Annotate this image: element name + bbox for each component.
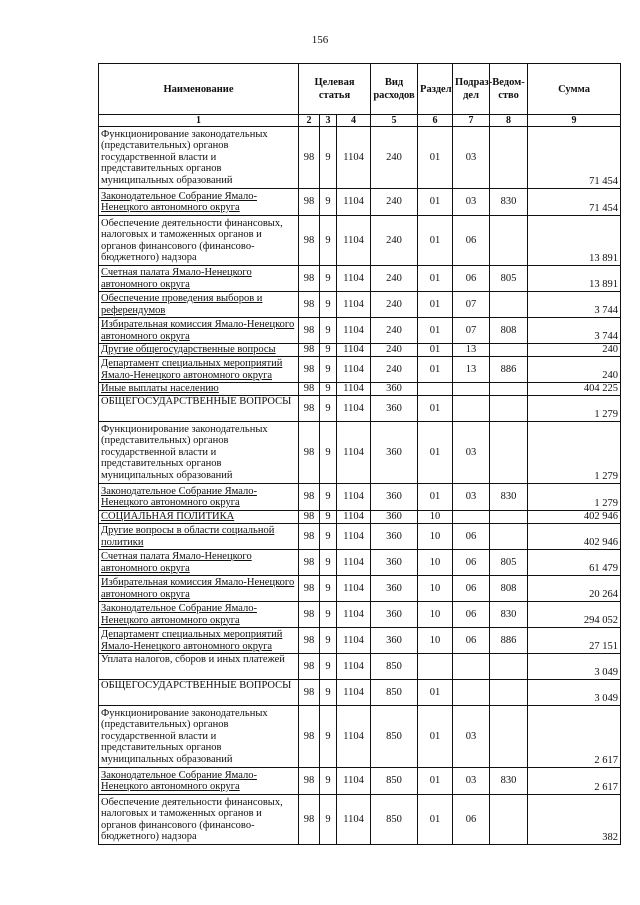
target-article-program: 98: [299, 266, 320, 292]
target-article-code: 1104: [337, 318, 371, 344]
row-name-text: Законодательное Собрание Ямало-Ненецкого автономного округа: [101, 190, 257, 213]
section-code: 01: [418, 127, 453, 189]
section-code: 01: [418, 357, 453, 383]
department-code: 805: [490, 550, 528, 576]
target-article-subprogram: 9: [320, 680, 337, 706]
sum-value: 2 617: [528, 706, 621, 768]
target-article-subprogram: 9: [320, 422, 337, 484]
target-article-program: 98: [299, 768, 320, 795]
table-row: [99, 602, 621, 628]
target-article-code: 1104: [337, 576, 371, 602]
subsection-code: 07: [453, 318, 490, 344]
expense-type-code: 850: [371, 654, 418, 680]
expense-type-code: 360: [371, 550, 418, 576]
subsection-code: 13: [453, 344, 490, 357]
subsection-code: [453, 396, 490, 422]
header-name: Наименование: [99, 64, 299, 115]
row-name: [99, 768, 299, 795]
table-row: [99, 396, 621, 422]
department-code: [490, 344, 528, 357]
target-article-program: 98: [299, 706, 320, 768]
table-row: [99, 795, 621, 845]
column-number: 1: [99, 115, 299, 127]
section-code: 01: [418, 344, 453, 357]
target-article-code: 1104: [337, 383, 371, 396]
section-code: 01: [418, 292, 453, 318]
target-article-code: 1104: [337, 550, 371, 576]
sum-value: 240: [528, 357, 621, 383]
column-number: 6: [418, 115, 453, 127]
section-code: 10: [418, 524, 453, 550]
row-name: [99, 318, 299, 344]
department-code: [490, 706, 528, 768]
row-name: [99, 357, 299, 383]
section-code: 10: [418, 576, 453, 602]
section-code: 01: [418, 396, 453, 422]
target-article-program: 98: [299, 680, 320, 706]
row-name-text: Избирательная комиссия Ямало-Ненецкого автономного округа: [101, 577, 295, 600]
subsection-code: 06: [453, 602, 490, 628]
target-article-code: 1104: [337, 511, 371, 524]
expense-type-code: 360: [371, 383, 418, 396]
table-body: [99, 127, 621, 845]
sum-value: 294 052: [528, 602, 621, 628]
subsection-code: 03: [453, 768, 490, 795]
sum-value: 3 049: [528, 680, 621, 706]
row-name-text: Обеспечение деятельности финансовых, налоговых и таможенных органов и органов финансового (финансово-бюджетного) надзора: [101, 796, 283, 842]
subsection-code: 06: [453, 628, 490, 654]
table-row: [99, 550, 621, 576]
target-article-program: 98: [299, 344, 320, 357]
row-name: [99, 216, 299, 266]
row-name: [99, 189, 299, 216]
sum-value: 1 279: [528, 396, 621, 422]
table-row: [99, 344, 621, 357]
table-row: [99, 576, 621, 602]
target-article-program: 98: [299, 127, 320, 189]
section-code: 10: [418, 628, 453, 654]
subsection-code: 07: [453, 292, 490, 318]
table-row: [99, 511, 621, 524]
section-code: 10: [418, 602, 453, 628]
section-code: 01: [418, 189, 453, 216]
row-name-text: Уплата налогов, сборов и иных платежей: [101, 654, 285, 665]
row-name-text: СОЦИАЛЬНАЯ ПОЛИТИКА: [101, 511, 235, 523]
row-name-text: Функционирование законодательных (представительных) органов государственной власти и представительных органов муниципальных образований: [101, 128, 268, 186]
subsection-code: [453, 680, 490, 706]
row-name-text: ОБЩЕГОСУДАРСТВЕННЫЕ ВОПРОСЫ: [101, 396, 292, 407]
target-article-program: 98: [299, 396, 320, 422]
section-code: 01: [418, 266, 453, 292]
section-code: 01: [418, 216, 453, 266]
expenditure-table: [98, 63, 621, 845]
target-article-code: 1104: [337, 484, 371, 511]
row-name-text: Счетная палата Ямало-Ненецкого автономного округа: [101, 551, 252, 574]
target-article-program: 98: [299, 484, 320, 511]
row-name-text: Избирательная комиссия Ямало-Ненецкого автономного округа: [101, 319, 295, 342]
row-name: [99, 524, 299, 550]
target-article-subprogram: 9: [320, 266, 337, 292]
subsection-code: 03: [453, 189, 490, 216]
section-code: 01: [418, 706, 453, 768]
subsection-code: 03: [453, 484, 490, 511]
row-name-text: Законодательное Собрание Ямало-Ненецкого автономного округа: [101, 603, 257, 626]
row-name: [99, 484, 299, 511]
target-article-subprogram: 9: [320, 550, 337, 576]
header-expense-type: Вид расходов: [371, 64, 418, 115]
expense-type-code: 240: [371, 189, 418, 216]
section-code: 01: [418, 795, 453, 845]
target-article-subprogram: 9: [320, 484, 337, 511]
expense-type-code: 360: [371, 422, 418, 484]
header-sum: Сумма: [528, 64, 621, 115]
target-article-code: 1104: [337, 189, 371, 216]
subsection-code: 13: [453, 357, 490, 383]
row-name: [99, 576, 299, 602]
header-subsection: Подраз-дел: [453, 64, 490, 115]
target-article-code: 1104: [337, 127, 371, 189]
section-code: 01: [418, 484, 453, 511]
target-article-program: 98: [299, 318, 320, 344]
target-article-subprogram: 9: [320, 216, 337, 266]
column-number-row: [99, 115, 621, 127]
target-article-program: 98: [299, 422, 320, 484]
target-article-code: 1104: [337, 524, 371, 550]
expense-type-code: 360: [371, 484, 418, 511]
target-article-program: 98: [299, 795, 320, 845]
row-name: [99, 396, 299, 422]
column-number: 8: [490, 115, 528, 127]
subsection-code: 06: [453, 795, 490, 845]
table-row: [99, 680, 621, 706]
target-article-code: 1104: [337, 602, 371, 628]
row-name: [99, 795, 299, 845]
header-section: Раздел: [418, 64, 453, 115]
table-row: [99, 292, 621, 318]
target-article-subprogram: 9: [320, 383, 337, 396]
target-article-subprogram: 9: [320, 511, 337, 524]
row-name: [99, 383, 299, 396]
target-article-subprogram: 9: [320, 344, 337, 357]
row-name: [99, 550, 299, 576]
department-code: [490, 654, 528, 680]
page-number: 156: [311, 34, 329, 46]
target-article-code: 1104: [337, 795, 371, 845]
department-code: [490, 127, 528, 189]
department-code: [490, 216, 528, 266]
expense-type-code: 850: [371, 680, 418, 706]
subsection-code: 06: [453, 266, 490, 292]
department-code: 808: [490, 318, 528, 344]
column-number: 2: [299, 115, 320, 127]
expense-type-code: 240: [371, 344, 418, 357]
expense-type-code: 360: [371, 511, 418, 524]
target-article-subprogram: 9: [320, 396, 337, 422]
section-code: [418, 654, 453, 680]
department-code: [490, 422, 528, 484]
expense-type-code: 240: [371, 292, 418, 318]
target-article-code: 1104: [337, 680, 371, 706]
target-article-subprogram: 9: [320, 628, 337, 654]
table-row: [99, 422, 621, 484]
target-article-code: 1104: [337, 422, 371, 484]
row-name: [99, 422, 299, 484]
row-name-text: Законодательное Собрание Ямало-Ненецкого автономного округа: [101, 485, 257, 508]
row-name: [99, 602, 299, 628]
target-article-code: 1104: [337, 357, 371, 383]
sum-value: 20 264: [528, 576, 621, 602]
sum-value: 13 891: [528, 266, 621, 292]
table-row: [99, 357, 621, 383]
target-article-code: 1104: [337, 628, 371, 654]
expense-type-code: 360: [371, 576, 418, 602]
department-code: 808: [490, 576, 528, 602]
row-name-text: Функционирование законодательных (представительных) органов государственной власти и представительных органов муниципальных образований: [101, 423, 268, 481]
row-name: [99, 292, 299, 318]
target-article-program: 98: [299, 189, 320, 216]
target-article-code: 1104: [337, 266, 371, 292]
row-name-text: Законодательное Собрание Ямало-Ненецкого автономного округа: [101, 769, 257, 792]
row-name: [99, 706, 299, 768]
row-name: [99, 680, 299, 706]
table-row: [99, 383, 621, 396]
subsection-code: 03: [453, 706, 490, 768]
department-code: [490, 383, 528, 396]
sum-value: 71 454: [528, 189, 621, 216]
sum-value: 61 479: [528, 550, 621, 576]
row-name: [99, 266, 299, 292]
table-row: [99, 216, 621, 266]
expense-type-code: 360: [371, 524, 418, 550]
sum-value: 13 891: [528, 216, 621, 266]
header-department: Ведом-ство: [490, 64, 528, 115]
sum-value: 402 946: [528, 511, 621, 524]
target-article-subprogram: 9: [320, 524, 337, 550]
department-code: 830: [490, 768, 528, 795]
target-article-subprogram: 9: [320, 189, 337, 216]
table-row: [99, 628, 621, 654]
header-target-article: Целевая статья: [299, 64, 371, 115]
row-name-text: Департамент специальных мероприятий Ямало-Ненецкого автономного округа: [101, 358, 283, 381]
sum-value: 404 225: [528, 383, 621, 396]
target-article-program: 98: [299, 357, 320, 383]
section-code: [418, 383, 453, 396]
table-row: [99, 654, 621, 680]
row-name-text: Функционирование законодательных (представительных) органов государственной власти и представительных органов муниципальных образований: [101, 707, 268, 765]
subsection-code: 03: [453, 127, 490, 189]
subsection-code: 06: [453, 216, 490, 266]
subsection-code: 06: [453, 576, 490, 602]
row-name-text: Обеспечение проведения выборов и референдумов: [101, 293, 263, 316]
row-name: [99, 344, 299, 357]
target-article-code: 1104: [337, 768, 371, 795]
target-article-program: 98: [299, 602, 320, 628]
row-name-text: Обеспечение деятельности финансовых, налоговых и таможенных органов и органов финансового (финансово-бюджетного) надзора: [101, 217, 283, 263]
expense-type-code: 850: [371, 795, 418, 845]
target-article-subprogram: 9: [320, 706, 337, 768]
table-row: [99, 266, 621, 292]
row-name-text: Другие общегосударственные вопросы: [101, 344, 276, 356]
section-code: 01: [418, 680, 453, 706]
subsection-code: [453, 511, 490, 524]
expense-type-code: 240: [371, 357, 418, 383]
row-name-text: Другие вопросы в области социальной политики: [101, 525, 275, 548]
column-number: 9: [528, 115, 621, 127]
column-number: 7: [453, 115, 490, 127]
sum-value: 1 279: [528, 484, 621, 511]
target-article-subprogram: 9: [320, 357, 337, 383]
subsection-code: 06: [453, 550, 490, 576]
department-code: [490, 524, 528, 550]
target-article-program: 98: [299, 383, 320, 396]
table-header-row: [99, 64, 621, 115]
department-code: [490, 292, 528, 318]
expense-type-code: 360: [371, 396, 418, 422]
department-code: 886: [490, 628, 528, 654]
target-article-program: 98: [299, 654, 320, 680]
table-row: [99, 318, 621, 344]
expense-type-code: 850: [371, 706, 418, 768]
sum-value: 71 454: [528, 127, 621, 189]
department-code: 830: [490, 189, 528, 216]
target-article-subprogram: 9: [320, 318, 337, 344]
target-article-program: 98: [299, 576, 320, 602]
expense-type-code: 240: [371, 127, 418, 189]
subsection-code: [453, 383, 490, 396]
table-row: [99, 484, 621, 511]
sum-value: 3 744: [528, 318, 621, 344]
sum-value: 3 744: [528, 292, 621, 318]
sum-value: 382: [528, 795, 621, 845]
target-article-subprogram: 9: [320, 795, 337, 845]
department-code: [490, 795, 528, 845]
department-code: 830: [490, 484, 528, 511]
target-article-code: 1104: [337, 292, 371, 318]
department-code: 805: [490, 266, 528, 292]
row-name-text: Иные выплаты населению: [101, 383, 219, 395]
subsection-code: [453, 654, 490, 680]
department-code: [490, 511, 528, 524]
expense-type-code: 240: [371, 266, 418, 292]
target-article-program: 98: [299, 628, 320, 654]
row-name-text: ОБЩЕГОСУДАРСТВЕННЫЕ ВОПРОСЫ: [101, 680, 292, 691]
sum-value: 1 279: [528, 422, 621, 484]
column-number: 4: [337, 115, 371, 127]
target-article-code: 1104: [337, 344, 371, 357]
target-article-program: 98: [299, 292, 320, 318]
target-article-code: 1104: [337, 706, 371, 768]
target-article-program: 98: [299, 550, 320, 576]
subsection-code: 06: [453, 524, 490, 550]
expense-type-code: 360: [371, 628, 418, 654]
sum-value: 2 617: [528, 768, 621, 795]
target-article-subprogram: 9: [320, 602, 337, 628]
department-code: 830: [490, 602, 528, 628]
sum-value: 27 151: [528, 628, 621, 654]
target-article-code: 1104: [337, 216, 371, 266]
section-code: 01: [418, 318, 453, 344]
department-code: [490, 396, 528, 422]
target-article-code: 1104: [337, 654, 371, 680]
target-article-program: 98: [299, 511, 320, 524]
row-name: [99, 127, 299, 189]
subsection-code: 03: [453, 422, 490, 484]
column-number: 5: [371, 115, 418, 127]
target-article-subprogram: 9: [320, 576, 337, 602]
section-code: 10: [418, 511, 453, 524]
sum-value: 402 946: [528, 524, 621, 550]
department-code: 886: [490, 357, 528, 383]
table-row: [99, 524, 621, 550]
table-row: [99, 706, 621, 768]
table-row: [99, 189, 621, 216]
expense-type-code: 240: [371, 318, 418, 344]
column-number: 3: [320, 115, 337, 127]
target-article-subprogram: 9: [320, 768, 337, 795]
table-row: [99, 768, 621, 795]
sum-value: 240: [528, 344, 621, 357]
row-name: [99, 654, 299, 680]
expense-type-code: 360: [371, 602, 418, 628]
target-article-subprogram: 9: [320, 292, 337, 318]
target-article-program: 98: [299, 216, 320, 266]
section-code: 01: [418, 768, 453, 795]
section-code: 10: [418, 550, 453, 576]
table-row: [99, 127, 621, 189]
sum-value: 3 049: [528, 654, 621, 680]
target-article-program: 98: [299, 524, 320, 550]
row-name: [99, 628, 299, 654]
row-name-text: Счетная палата Ямало-Ненецкого автономного округа: [101, 267, 252, 290]
department-code: [490, 680, 528, 706]
target-article-code: 1104: [337, 396, 371, 422]
expense-type-code: 850: [371, 768, 418, 795]
row-name: [99, 511, 299, 524]
row-name-text: Департамент специальных мероприятий Ямало-Ненецкого автономного округа: [101, 629, 283, 652]
target-article-subprogram: 9: [320, 654, 337, 680]
expense-type-code: 240: [371, 216, 418, 266]
target-article-subprogram: 9: [320, 127, 337, 189]
section-code: 01: [418, 422, 453, 484]
